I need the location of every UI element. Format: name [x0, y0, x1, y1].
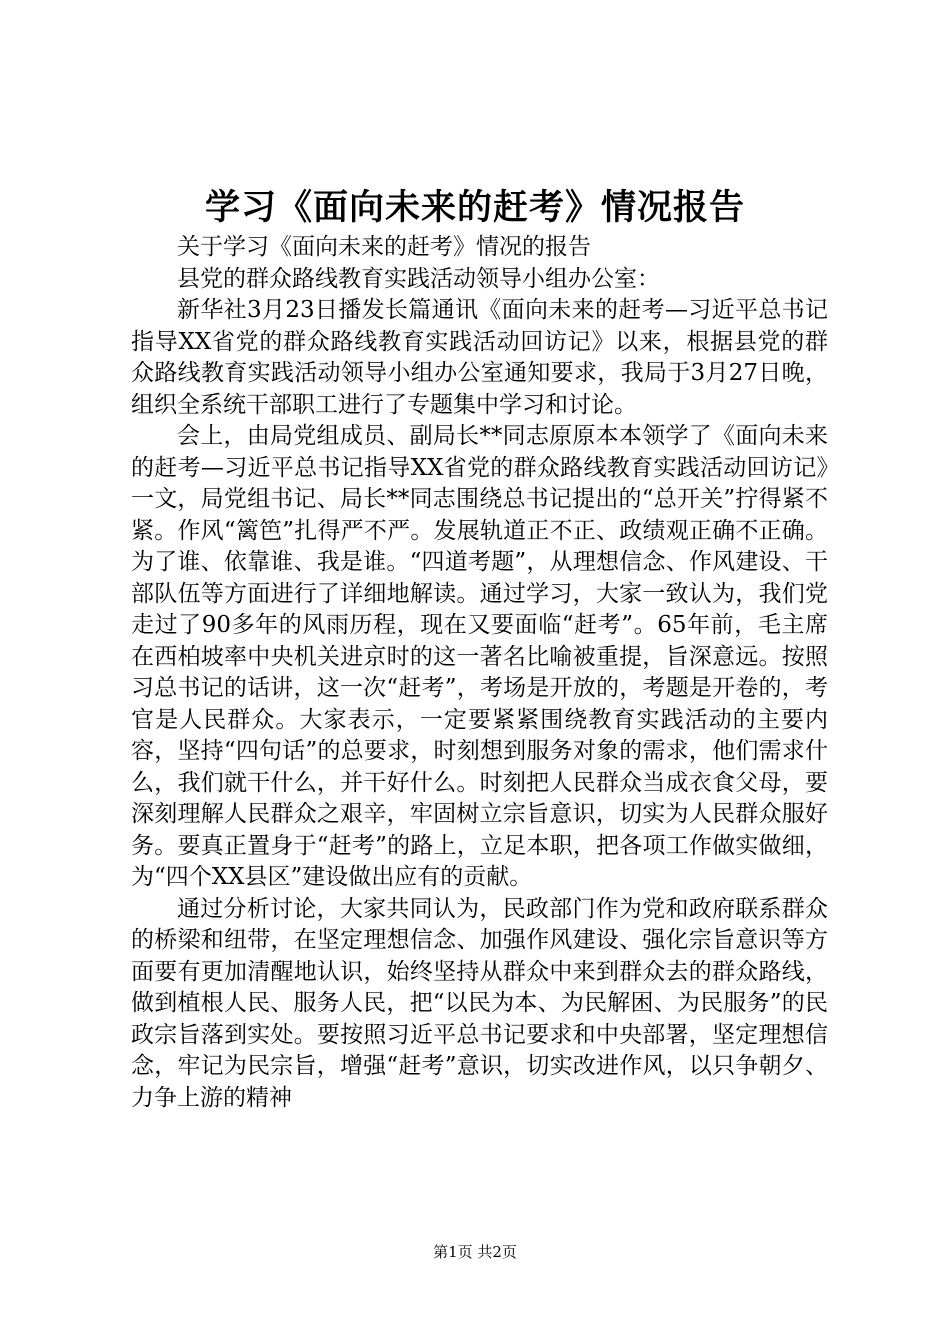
page-number: 第1页: [433, 1243, 473, 1261]
page-total: 共2页: [477, 1243, 517, 1261]
paragraph-meeting: 会上，由局党组成员、副局长**同志原原本本领学了《面向未来的赶考—习近平总书记指导XX省党的群众路线教育实践活动回访记》一文，局党组书记、局长**同志围绕总书记提出的“总开关”拧得紧不紧。作风“篱笆”扎得严不严。发展轨道正不正、政绩观正确不正确。为了谁、依靠谁、我是谁。“四道考题”，从理想信念、作风建设、干部队伍等方面进行了详细地解读。通过学习，大家一致认为，我们党走过了90多年的风雨历程，现在又要面临“赶考”。65年前，毛主席在西柏坡率中央机关进京时的这一著名比喻被重提，旨深意远。按照习总书记的话讲，这一次“赶考”，考场是开放的，考题是开卷的，考官是人民群众。大家表示，一定要紧紧围绕教育实践活动的主要内容，坚持“四句话”的总要求，时刻想到服务对象的需求，他们需求什么，我们就干什么，并干好什么。时刻把人民群众当成衣食父母，要深刻理解人民群众之艰辛，牢固树立宗旨意识，切实为人民群众服好务。要真正置身于“赶考”的路上，立足本职，把各项工作做实做细，为“四个XX县区”建设做出应有的贡献。: [131, 423, 828, 890]
page-footer: [0, 1241, 950, 1263]
document-title: 学习《面向未来的赶考》情况报告: [204, 187, 745, 228]
paragraph-report-heading: 关于学习《面向未来的赶考》情况的报告: [177, 234, 591, 260]
paragraph-intro: 新华社3月23日播发长篇通讯《面向未来的赶考—习近平总书记指导XX省党的群众路线教育实践活动回访记》以来，根据县党的群众路线教育实践活动领导小组办公室通知要求，我局于3月27日晚，组织全系统干部职工进行了专题集中学习和讨论。: [131, 297, 828, 418]
document-body: [131, 232, 828, 1114]
paragraph-discussion: 通过分析讨论，大家共同认为，民政部门作为党和政府联系群众的桥梁和纽带，在坚定理想信念、加强作风建设、强化宗旨意识等方面要有更加清醒地认识，始终坚持从群众中来到群众去的群众路线，做到植根人民、服务人民，把“以民为本、为民解困、为民服务”的民政宗旨落到实处。要按照习近平总书记要求和中央部署，坚定理想信念，牢记为民宗旨，增强“赶考”意识，切实改进作风，以只争朝夕、力争上游的精神: [131, 895, 828, 1111]
paragraph-addressee: 县党的群众路线教育实践活动领导小组办公室：: [177, 265, 660, 292]
